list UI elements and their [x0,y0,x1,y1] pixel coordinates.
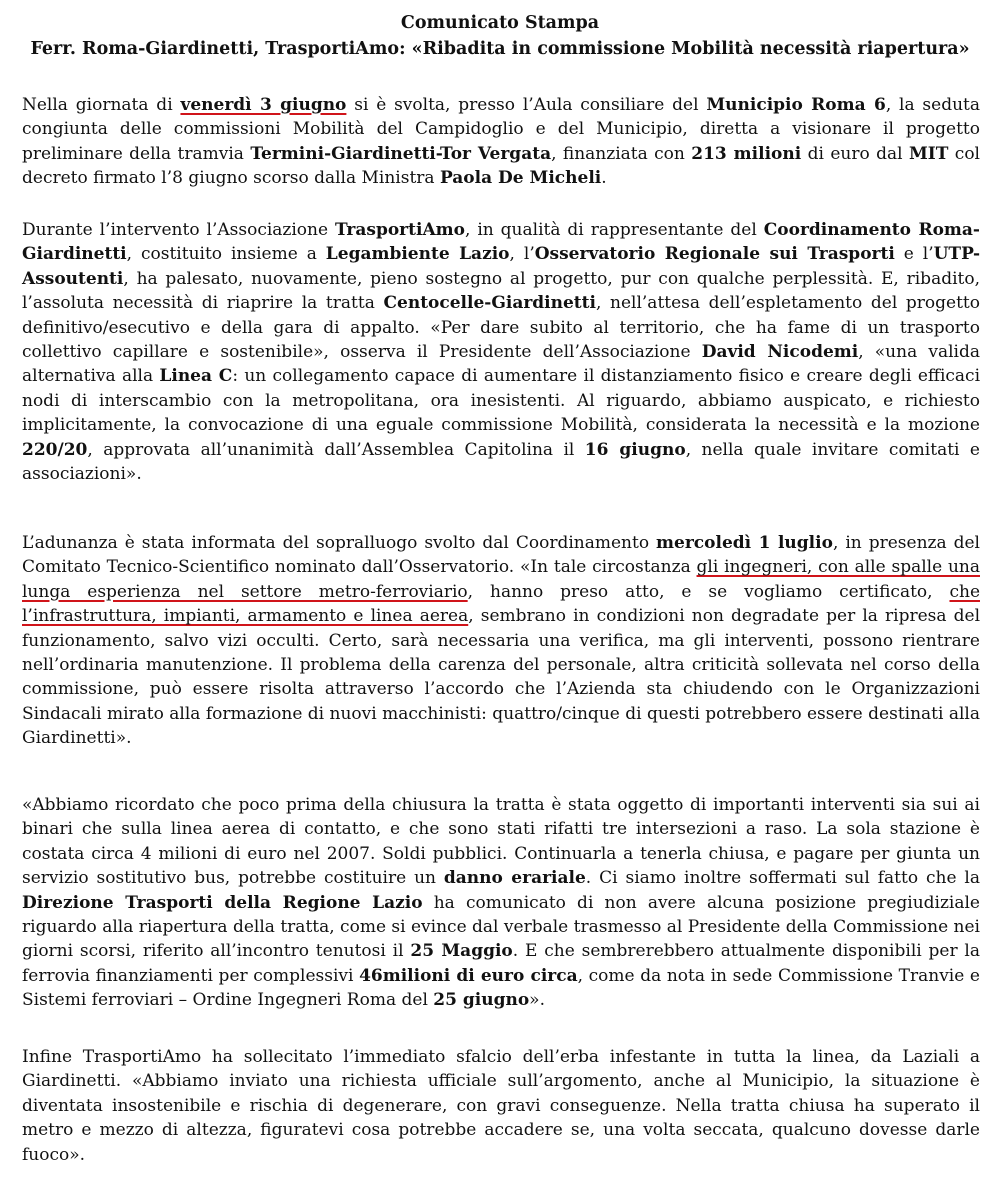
text-segment: ». [529,990,545,1011]
text-segment: , approvata all’unanimità dall’Assemblea Capitolina il [87,439,585,460]
bold-text-segment: 25 giugno [433,990,530,1011]
text-segment: Infine TrasportiAmo ha sollecitato l’immediato sfalcio dell’erba infestante in tutta la linea, da Laziali a Giardinetti. «Abbiamo inviato una richiesta ufficiale sull’argomento, anche al Municipio, la situazione è diventata insostenibile e rischia di degenerare, con gravi conseguenze. Nella tratta chiusa ha superato il metro e mezzo di altezza, figuratevi cosa potrebbe accadere se, una volta seccata, qualcuno dovesse darle fuoco». [22,1047,980,1165]
text-segment: , costituito insieme a [126,244,326,265]
text-segment: , sembrano in condizioni non degradate per la ripresa del funzionamento, salvo vizi occulti. Certo, sarà necessaria una verifica, ma gli interventi, possono rientrare nell’ordinaria manutenzione. Il problema della carenza del personale, altra criticità sollevata nel corso della commissione, può essere risolta attraverso l’accordo che l’Azienda sta chiudendo con le Organizzazioni Sindacali mirato alla formazione di nuovi macchinisti: quattro/cinque di questi potrebbero essere destinati alla Giardinetti». [22,606,980,749]
document-kicker: Comunicato Stampa [400,13,600,33]
text-segment: , in qualità di rappresentante del [464,220,764,240]
bold-text-segment: mercoledì 1 luglio [656,533,833,553]
text-segment: ha comunicato di non avere alcuna posizione pregiudiziale riguardo alla riapertura della tratta, come si evince dal verbale trasmesso al Presidente della Commissione nei giorni scorsi, riferito all’incontro tenutosi il [22,892,980,962]
bold-text-segment: Direzione Trasporti della Regione Lazio [22,892,423,913]
paragraph-2 [22,218,980,486]
text-segment: , «una valida alternativa alla [22,342,981,387]
text-segment: , nella quale invitare comitati e associazioni». [22,439,980,485]
bold-text-segment: Centocelle-Giardinetti [383,293,596,314]
bold-text-segment: Municipio Roma 6 [706,95,886,115]
bold-text-segment: 220/20 [22,439,88,460]
document-headline: Ferr. Roma-Giardinetti, TrasportiAmo: «Ribadita in commissione Mobilità necessità riapertura» [30,39,970,59]
text-segment: . E che sembrerebbero attualmente disponibili per la ferrovia finanziamenti per complessivi [22,941,980,986]
paragraph-5 [22,1045,980,1167]
text-segment: Nella giornata di [22,95,181,115]
paragraph-1 [22,93,980,191]
paragraph-3 [22,531,980,751]
bold-text-segment: MIT [908,143,949,164]
bold-text-segment: Termini-Giardinetti-Tor Vergata [250,143,552,164]
bold-text-segment: 213 milioni [691,143,802,164]
bold-text-segment: UTP-Assoutenti [22,244,980,289]
text-segment: , ha palesato, nuovamente, pieno sostegno al progetto, pur con qualche perplessità. E, ribadito, l’assoluta necessità di riaprire la tratta [22,268,980,314]
bold-text-segment: Legambiente Lazio [325,244,510,265]
text-segment: di euro dal [801,143,909,164]
text-segment: , nell’attesa dell’espletamento del progetto definitivo/esecutivo e della gara di appalto. «Per dare subito al territorio, che ha fame di un trasporto collettivo capillare e sostenibile», osserva il Presidente dell’Associazione [22,293,980,363]
text-segment: : un collegamento capace di aumentare il distanziamento fisico e creare degli efficaci nodi di interscambio con la metropolitana, ora inesistenti. Al riguardo, abbiamo auspicato, e richiesto implicitamente, la convocazione di una eguale commissione Mobilità, considerata la necessità e la mozione [22,366,981,436]
bold-text-segment: venerdì 3 giugno [180,95,347,115]
bold-text-segment: Coordinamento Roma-Giardinetti [22,220,980,265]
text-segment: , come da nota in sede Commissione Tranvie e Sistemi ferroviari – Ordine Ingegneri Roma del [22,965,980,1011]
text-segment: «Abbiamo ricordato che poco prima della chiusura la tratta è stata oggetto di importanti interventi sia sui ai binari che sulla linea aerea di contatto, e che sono stati rifatti tre intersezioni a raso. La sola stazione è costata circa 4 milioni di euro nel 2007. Soldi pubblici. Continuarla a tenerla chiusa, e pagare per giunta un servizio sostitutivo bus, potrebbe costituire un [22,795,980,889]
text-segment: , hanno preso atto, e se vogliamo certificato, [467,581,950,602]
text-segment: gli ingegneri, con alle spalle una lunga esperienza nel settore metro-ferroviario [22,557,980,602]
bold-text-segment: TrasportiAmo [335,220,465,240]
bold-text-segment: Linea C [159,366,233,387]
bold-text-segment: danno erariale [443,868,586,889]
paragraph-4 [22,793,980,1013]
bold-text-segment: 46milioni di euro circa [359,965,578,986]
bold-text-segment: Paola De Micheli [439,168,602,189]
text-segment: . Ci siamo inoltre soffermati sul fatto che la [585,868,980,889]
text-segment: che l’infrastruttura, impianti, armamento e linea aerea [22,581,980,627]
text-segment: e l’ [894,244,934,265]
text-segment: , l’ [509,244,535,265]
bold-text-segment: David Nicodemi [701,342,859,363]
bold-text-segment: Osservatorio Regionale sui Trasporti [534,244,895,265]
text-segment: , in presenza del Comitato Tecnico-Scientifico nominato dall’Osservatorio. «In tale circostanza [22,533,980,578]
text-segment: , finanziata con [551,143,692,164]
text-segment: L’adunanza è stata informata del sopralluogo svolto dal Coordinamento [22,533,657,553]
bold-text-segment: 16 giugno [584,439,686,460]
text-segment: , la seduta congiunta delle commissioni Mobilità del Campidoglio e del Municipio, diretta a visionare il progetto preliminare della tramvia [22,95,981,164]
bold-text-segment: 25 Maggio [410,941,513,962]
text-segment: Durante l’intervento l’Associazione [22,220,335,240]
text-segment: si è svolta, presso l’Aula consiliare del [346,95,707,115]
text-segment: col decreto firmato l’8 giugno scorso dalla Ministra [22,143,980,189]
text-segment: . [601,168,607,189]
